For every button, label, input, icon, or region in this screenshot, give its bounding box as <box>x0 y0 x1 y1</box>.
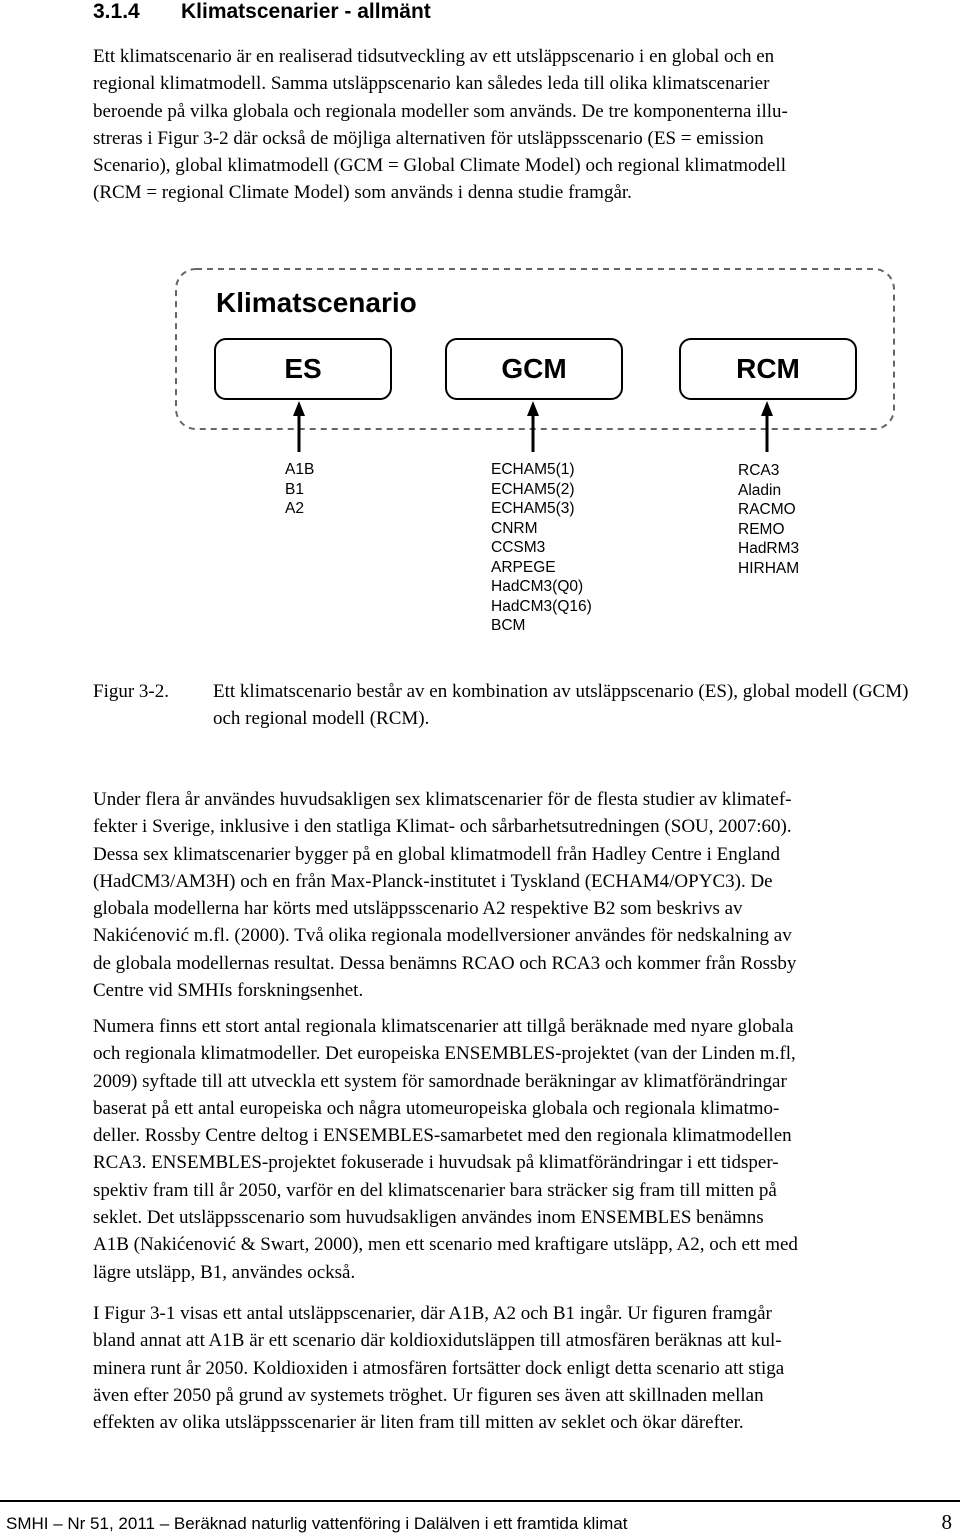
list-item: BCM <box>491 617 526 634</box>
footer-divider <box>0 1500 960 1502</box>
page-number: 8 <box>941 1510 952 1534</box>
list-item: REMO <box>738 520 785 538</box>
list-item: ARPEGE <box>491 558 556 576</box>
rcm-arrow-icon <box>759 400 775 452</box>
caption-label: Figur 3-2. <box>93 681 169 702</box>
list-item: HadCM3(Q0) <box>491 578 584 595</box>
list-item: ECHAM5(2) <box>491 480 575 498</box>
paragraph-intro: Ett klimatscenario är en realiserad tidsutveckling av ett utsläppscenario i en global och en regional klimatmodell. Samma utsläppscenario kan således leda till olika klimatscenarier beroende på vilka globala och regionala modeller som används. De tre komponenterna illu- streras i Figur 3-2 där också de möjliga alternativen för utsläppsscenario (ES = emission Scenario), global klimatmodell (GCM = Global Climate Model) och regional klimatmodell (RCM = regional Climate Model) som används i denna studie framgår. <box>93 46 788 204</box>
section-title: Klimatscenarier - allmänt <box>181 0 431 23</box>
section-heading <box>93 0 431 24</box>
list-item: Aladin <box>738 481 782 499</box>
list-item: HIRHAM <box>738 559 800 577</box>
paragraph-emission-scenarios: I Figur 3-1 visas ett antal utsläppscenarier, där A1B, A2 och B1 ingår. Ur figuren framgår bland annat att A1B är ett scenario där koldioxidutsläppen till atmosfären beräknas att kul- minera runt år 2050. Koldioxiden i atmosfären fortsätter dock enligt detta scenario att stiga även efter 2050 på grund av systemets tröghet. Ur figuren ses även att skillnaden mellan effekten av olika utsläppsscenarier är liten fram till mitten av seklet och ökar därefter. <box>93 1303 785 1434</box>
gcm-box: GCM <box>445 338 623 400</box>
gcm-arrow-icon <box>525 400 541 452</box>
list-item: ECHAM5(3) <box>491 500 575 517</box>
gcm-model-list <box>491 460 592 636</box>
list-item: A2 <box>285 500 304 517</box>
list-item: ECHAM5(1) <box>491 461 575 478</box>
list-item: B1 <box>285 480 304 498</box>
es-arrow-icon <box>291 400 307 452</box>
paragraph-history: Under flera år användes huvudsakligen sex klimatscenarier för de flesta studier av klimatef- fekter i Sverige, inklusive i den statliga Klimat- och sårbarhetsutredningen (SOU, 2007:60). Dessa sex klimatscenarier bygger på en global klimatmodell från Hadley Centre i England (HadCM3/AM3H) och en från Max-Planck-institutet i Tyskland (ECHAM4/OPYC3). De globala modellerna har körts med utsläppsscenario A2 respektive B2 som beskrivs av Nakićenović m.fl. (2000). Två olika regionala modellversioner användes för nedskalning av de globala modellernas resultat. Dessa benämns RCAO och RCA3 och kommer från Rossby Centre vid SMHIs forskningsenhet. <box>93 789 797 1002</box>
list-item: RCA3 <box>738 462 780 479</box>
figure-title: Klimatscenario <box>216 287 417 318</box>
rcm-model-list <box>738 461 799 578</box>
list-item: RACMO <box>738 501 796 518</box>
figure-frame <box>0 260 960 650</box>
figure-climate-scenario <box>0 260 960 650</box>
caption-text: Ett klimatscenario består av en kombination av utsläppscenario (ES), global modell (GCM) och regional modell (RCM). <box>213 681 909 729</box>
es-box: ES <box>214 338 392 400</box>
list-item: CNRM <box>491 519 538 537</box>
paragraph-ensembles: Numera finns ett stort antal regionala klimatscenarier att tillgå beräknade med nyare globala och regionala klimatmodeller. Det europeiska ENSEMBLES-projektet (van der Linden m.fl, 2009) syftade till att utveckla ett system för samordnade beräkningar av klimatförändringar baserat på ett antal europeiska och några utomeuropeiska globala och regionala klimatmo- deller. Rossby Centre deltog i ENSEMBLES-samarbetet med den regionala klimatmodellen RCA3. ENSEMBLES-projektet fokuserade i huvudsak på klimatförändringar i ett tidsper- spektiv fram till år 2050, varför en del klimatscenarier bara sträcker sig fram till mitten på seklet. Det utsläppsscenario som huvudsakligen användes inom ENSEMBLES benämns A1B (Nakićenović & Swart, 2000), men ett scenario med kraftigare utsläpp, A2, och ett med lägre utsläpp, B1, användes också. <box>93 1016 798 1283</box>
list-item: CCSM3 <box>491 539 546 556</box>
section-number: 3.1.4 <box>93 0 140 23</box>
list-item: HadCM3(Q16) <box>491 597 592 615</box>
footer-text: SMHI – Nr 51, 2011 – Beräknad naturlig vattenföring i Dalälven i ett framtida klimat <box>6 1514 628 1533</box>
list-item: A1B <box>285 461 315 478</box>
list-item: HadRM3 <box>738 540 800 557</box>
es-scenario-list <box>285 460 314 519</box>
rcm-box: RCM <box>679 338 857 400</box>
